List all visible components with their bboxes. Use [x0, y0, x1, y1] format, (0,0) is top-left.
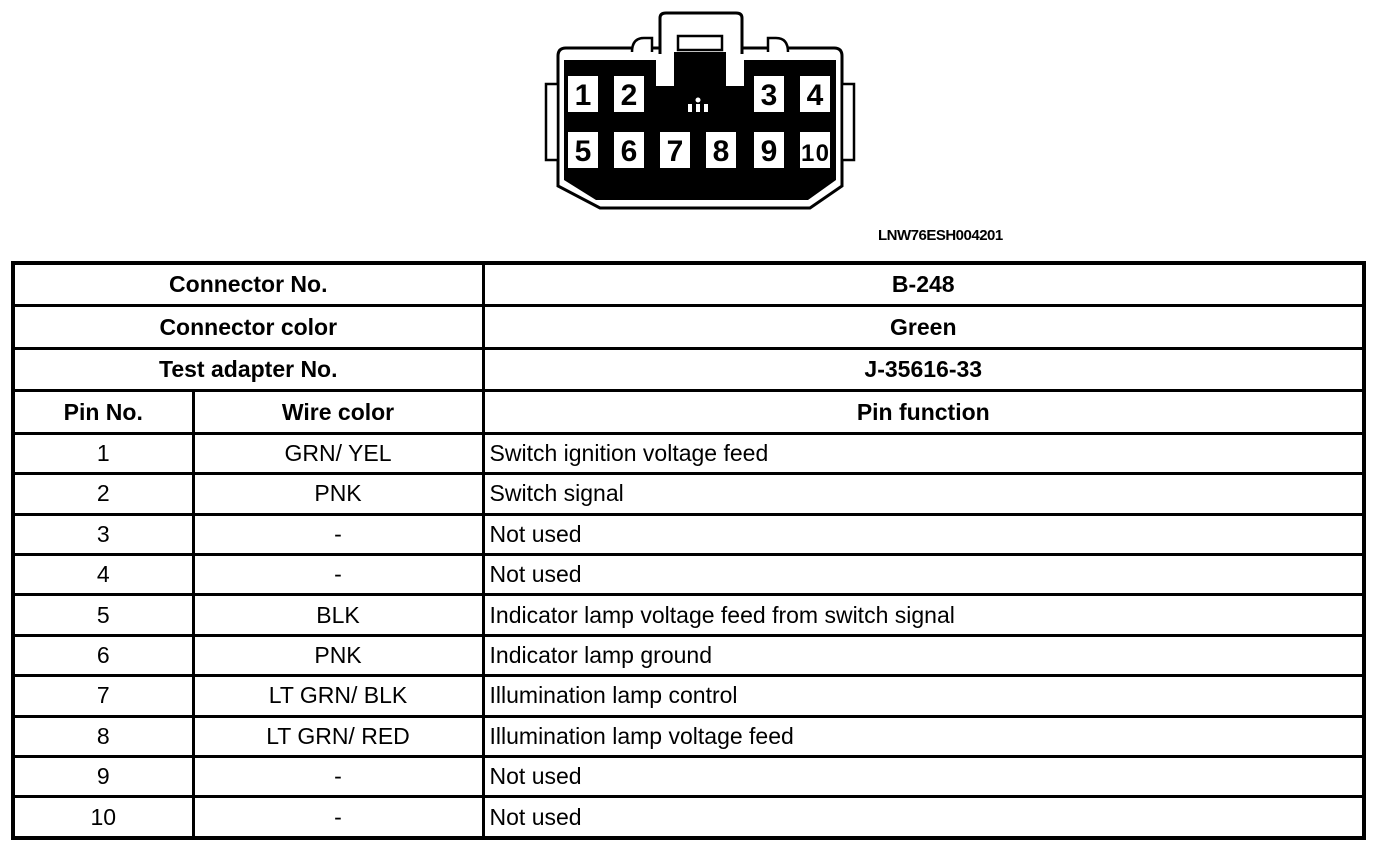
table-row [13, 757, 1364, 797]
pin-label: 9 [760, 135, 778, 168]
connector-color-label: Connector color [13, 306, 483, 348]
connector-no-row [13, 263, 1364, 306]
wire-color: - [193, 554, 483, 594]
pin-function: Not used [483, 554, 1364, 594]
pin-number: 10 [13, 797, 193, 838]
pin-number: 7 [13, 676, 193, 716]
pin-number: 3 [13, 514, 193, 554]
table-row [13, 514, 1364, 554]
table-row [13, 676, 1364, 716]
wire-color: PNK [193, 474, 483, 514]
wire-color: LT GRN/ RED [193, 716, 483, 756]
pin-number: 6 [13, 635, 193, 675]
pin-label: 4 [806, 79, 824, 112]
table-row [13, 716, 1364, 756]
table-row [13, 595, 1364, 635]
connector-color-row [13, 306, 1364, 348]
wire-color: BLK [193, 595, 483, 635]
pin-function: Illumination lamp voltage feed [483, 716, 1364, 756]
pin-function: Illumination lamp control [483, 676, 1364, 716]
pin-number: 5 [13, 595, 193, 635]
table-row [13, 797, 1364, 838]
table-row [13, 474, 1364, 514]
pin-function: Indicator lamp ground [483, 635, 1364, 675]
wire-color: GRN/ YEL [193, 433, 483, 473]
pin-number: 4 [13, 554, 193, 594]
wire-color: - [193, 757, 483, 797]
connector-latch-window [678, 36, 722, 50]
pin-cell [614, 132, 644, 168]
pin-label: 5 [574, 135, 592, 168]
pin-label: 6 [620, 135, 638, 168]
pin-cell [660, 132, 690, 168]
wire-color: - [193, 514, 483, 554]
pin-function: Indicator lamp voltage feed from switch signal [483, 595, 1364, 635]
pin-function: Switch signal [483, 474, 1364, 514]
pin-label: 10 [801, 140, 829, 167]
table-row [13, 635, 1364, 675]
test-adapter-label: Test adapter No. [13, 348, 483, 390]
connector-right-tab [842, 84, 854, 160]
connector-left-tab [546, 84, 558, 160]
pin-number: 2 [13, 474, 193, 514]
pin-label: 1 [574, 79, 592, 112]
column-header-row [13, 391, 1364, 433]
pin-label: 2 [620, 79, 638, 112]
pin-cell [800, 132, 830, 168]
connector-no-value: B-248 [483, 263, 1364, 306]
table-row [13, 554, 1364, 594]
column-header-wire: Wire color [193, 391, 483, 433]
pin-number: 8 [13, 716, 193, 756]
pin-label: 3 [760, 79, 778, 112]
pin-cell [568, 76, 598, 112]
pin-cell [706, 132, 736, 168]
connector-color-value: Green [483, 306, 1364, 348]
wire-color: LT GRN/ BLK [193, 676, 483, 716]
pin-number: 1 [13, 433, 193, 473]
pin-function: Not used [483, 757, 1364, 797]
pin-label: 7 [666, 135, 684, 168]
pin-cell [800, 76, 830, 112]
pin-cell [614, 76, 644, 112]
column-header-function: Pin function [483, 391, 1364, 433]
test-adapter-row [13, 348, 1364, 390]
pin-cell [754, 132, 784, 168]
pin-number: 9 [13, 757, 193, 797]
pin-function: Switch ignition voltage feed [483, 433, 1364, 473]
wire-color: PNK [193, 635, 483, 675]
table-row [13, 433, 1364, 473]
test-adapter-value: J-35616-33 [483, 348, 1364, 390]
pin-function: Not used [483, 797, 1364, 838]
pin-cell [568, 132, 598, 168]
pin-label: 8 [712, 135, 730, 168]
connector-face [564, 52, 836, 200]
wire-color: - [193, 797, 483, 838]
connector-diagram [540, 8, 860, 218]
pin-function: Not used [483, 514, 1364, 554]
column-header-pin: Pin No. [13, 391, 193, 433]
connector-pin-table [11, 261, 1366, 840]
figure-code: LNW76ESH004201 [878, 227, 1003, 244]
connector-no-label: Connector No. [13, 263, 483, 306]
pin-cell [754, 76, 784, 112]
